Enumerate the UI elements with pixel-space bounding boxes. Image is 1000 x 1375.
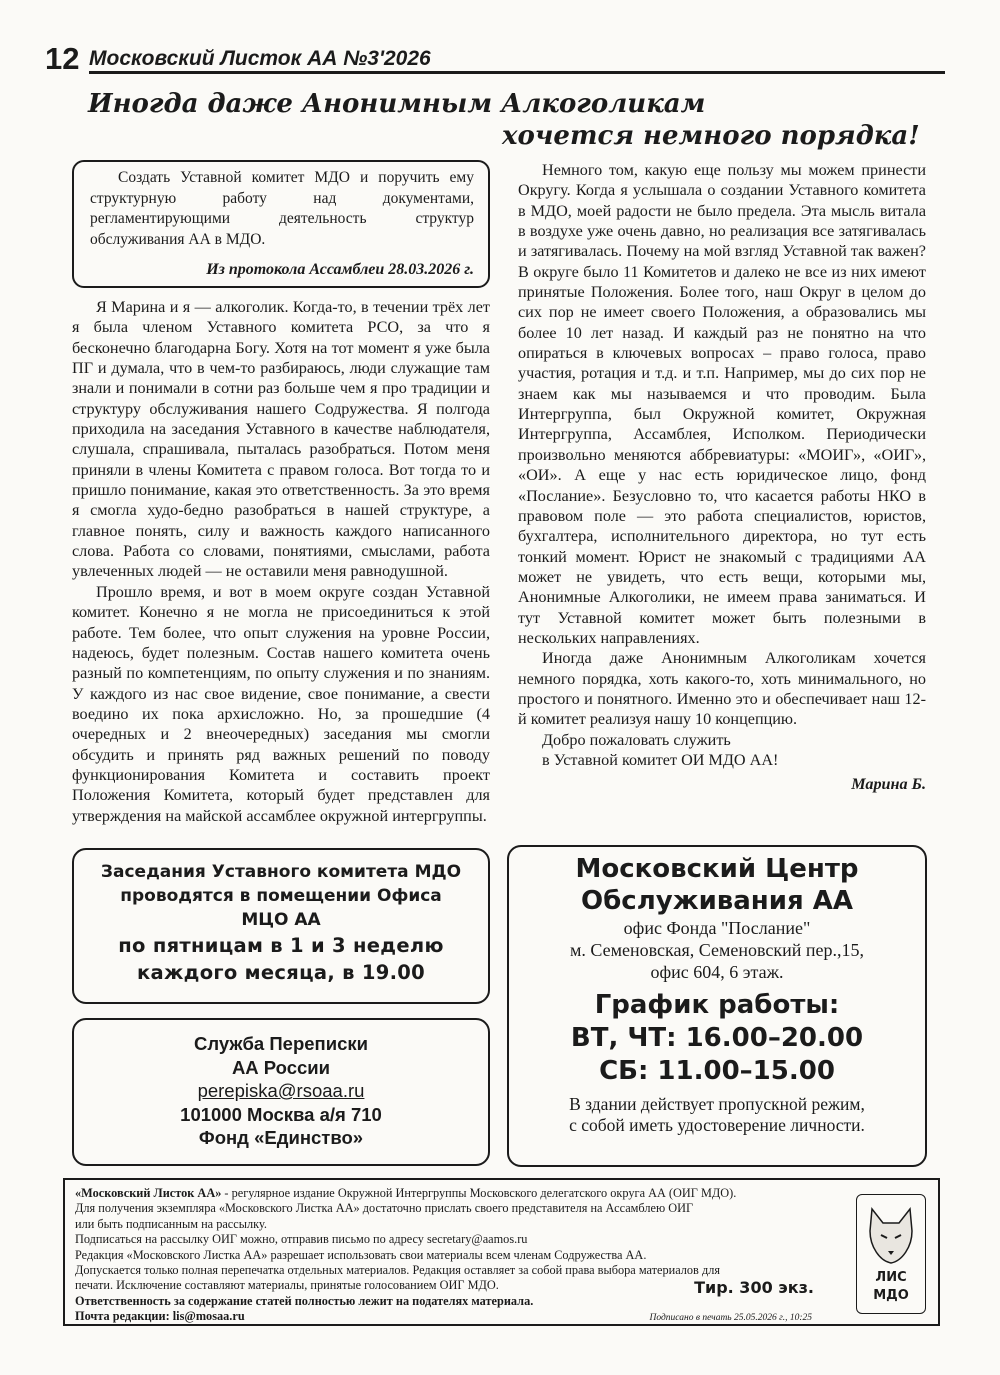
page-number: 12	[45, 41, 80, 76]
schedule-line: СБ: 11.00–15.00	[599, 1056, 835, 1086]
article-title-line1: Иногда даже Анонимным Алкоголикам	[88, 89, 706, 119]
signed-to-print: Подписано в печать 25.05.2026 г., 10:25	[649, 1313, 812, 1323]
publication-title: Московский Листок АА №3'2026	[89, 47, 431, 70]
lis-mdo-logo	[856, 1194, 926, 1314]
quote-text: Создать Уставной комитет МДО и поручить ему структурную работу над документами, регламентирующими деятельность структур обслуживания АА в МДО.	[90, 169, 474, 248]
logo-text: ЛИС	[875, 1270, 907, 1285]
imprint-lead: «Московский Листок АА»	[75, 1186, 222, 1200]
meetings-schedule-line: по пятницам в 1 и 3 неделю	[118, 934, 444, 957]
imprint-line: или быть подписанным на рассылку.	[75, 1216, 267, 1231]
imprint-line: Подписаться на рассылку ОИГ можно, отправив письмо по адресу secretary@aamos.ru	[75, 1232, 528, 1247]
service-center-title: Московский Центр	[575, 854, 859, 884]
service-center-address: м. Семеновская, Семеновский пер.,15,	[570, 940, 864, 960]
service-center-address: офис 604, 6 этаж.	[650, 962, 784, 982]
editorial-email: Почта редакции: lis@mosaa.ru	[75, 1309, 245, 1324]
meetings-line: проводятся в помещении Офиса	[120, 886, 442, 906]
meetings-line: МЦО АА	[241, 910, 321, 930]
correspondence-line: Служба Переписки	[194, 1033, 368, 1054]
meetings-announcement-box	[72, 848, 490, 1004]
header-rule	[89, 71, 945, 74]
schedule-line: ВТ, ЧТ: 16.00–20.00	[570, 1023, 864, 1053]
service-center-office: офис Фонда "Послание"	[623, 918, 811, 938]
article-paragraph: Я Марина и я — алкоголик. Когда-то, в течении трёх лет я была членом Уставного комитета РСО, за что я бесконечно благодарна Богу. Хотя на тот момент я уже была ПГ и думала, что в чем-то разбираюсь, люди служащие там знали и понимали в сотни раз больше чем я про традиции и структуру обслуживания нашего Содружества. Я полгода приходила на заседания Уставного в качестве наблюдателя, слушала, спрашивала, пыталась разобраться. Потом меня приняли в члены Комитета с правом голоса. Вот тогда то и пришло понимание, какая это ответственность. За это время я смогла худо-бедно разобраться в нашей структуре, а главное понять, силу и важность каждого написанного слова. Работа со словами, понятиями, смыслами, работа увлеченных людей — не оставили меня равнодушной.	[72, 298, 490, 581]
closing-line: в Уставной комитет ОИ МДО АА!	[542, 750, 779, 769]
quote-box	[72, 160, 490, 288]
page-header	[45, 42, 945, 78]
correspondence-line: АА России	[231, 1056, 331, 1078]
imprint-text: - регулярное издание Окружной Интергруппы Московского делегатского округа АА (ОИГ МДО).	[221, 1186, 737, 1200]
print-run: Тир. 300 экз.	[694, 1278, 814, 1297]
article-paragraph: Немного том, какую еще пользу мы можем принести Округу. Когда я услышала о создании Уставного комитета в МДО, моей радости не было предела. Эта мысль витала в воздухе уже очень давно, но реализация все затягивалась и затягивалась. Почему на мой взгляд Уставной так важен? В округе было 11 Комитетов и далеко не все из них имеют принятые Положения. Более того, наш Округ в целом до сих пор не имеет своего Положения, а образовались мы более 10 лет назад. И каждый раз не понятно на что опираться в ключевых вопросах – право голоса, право участия, ротация и т.д. и т.п. Например, мы до сих пор не знаем как мы называемся и что проводим. Была Интергруппа, был Окружной комитет, Окружная Интергруппа, Ассамблея, Исполком. Периодически произвольно меняются аббревиатуры: «МОИГ», «ОИГ», «ОИ». А еще у нас есть юридическое лицо, фонд «Послание». Безусловно то, что касается работы НКО в правовом поле — это работа специалистов, юристов, бухгалтера, исполнительного директора, но тут есть тонкий момент. Юрист не знакомый с традициями АА может не увидеть, что есть вещи, которыми мы, Анонимные Алкоголики, не имеем права заниматься. И тут Уставной комитет может быть полезными в нескольких направлениях.	[518, 161, 926, 647]
access-note: с собой иметь удостоверение личности.	[569, 1115, 865, 1135]
access-note: В здании действует пропускной режим,	[569, 1094, 865, 1114]
fox-icon	[866, 1205, 916, 1267]
meetings-line: Заседания Уставного комитета МДО	[100, 862, 462, 882]
logo-text: МДО	[873, 1288, 909, 1303]
service-center-title: Обслуживания АА	[581, 886, 853, 916]
correspondence-email-link[interactable]: perepiska@rsoaa.ru	[197, 1080, 365, 1101]
service-center-box	[507, 845, 927, 1167]
imprint-line: печати. Исключение составляют материалы, принятые голосованием ОИГ МДО.	[75, 1278, 499, 1293]
meetings-schedule-line: каждого месяца, в 19.00	[136, 961, 426, 984]
article-left-column	[72, 297, 490, 826]
quote-source: Из протокола Ассамблеи 28.03.2026 г.	[206, 261, 474, 278]
schedule-title: График работы:	[594, 990, 840, 1020]
imprint-footer	[63, 1178, 940, 1326]
article-paragraph: Прошло время, и вот в моем округе создан Уставной комитет. Конечно я не могла не присоединиться к этой работе. Тем более, что опыт служения на уровне России, надеюсь, будет полезным. Состав нашего комитета очень разный по компетенциям, по опыту служения и по знаниям. У каждого из нас свое видение, свое понимание, а свести воедино их пока архисложно. Но, за прошедшие (4 очередных и 2 внеочередных) заседания мы смогли обсудить и принять ряд важных решений по поводу функционирования Комитета и составить проект Положения Комитета, который будет представлен для утверждения на майской ассамблее окружной интергруппы.	[72, 582, 490, 825]
imprint-responsibility: Ответственность за содержание статей полностью лежит на подателях материала.	[75, 1293, 534, 1308]
correspondence-line: 101000 Москва а/я 710	[180, 1103, 382, 1125]
imprint-line: Редакция «Московского Листка АА» разрешает использовать свои материалы всем членам Содружества АА.	[75, 1247, 647, 1262]
article-right-column	[518, 160, 926, 795]
correspondence-line: Фонд «Единство»	[198, 1127, 364, 1148]
closing-line: Добро пожаловать служить	[542, 730, 731, 749]
correspondence-service-box	[72, 1018, 490, 1166]
imprint-line: Допускается только полная перепечатка отдельных материалов. Редакция оставляет за собой права выбора материалов для	[75, 1263, 720, 1278]
author-signature: Марина Б.	[851, 775, 926, 794]
article-title-line2: хочется немного порядка!	[502, 121, 920, 151]
imprint-line	[75, 1186, 928, 1201]
article-paragraph: Иногда даже Анонимным Алкоголикам хочется немного порядка, хоть какого-то, хоть минимального, но простого и понятного. Именно это и обеспечивает наш 12-й комитет реализуя нашу 10 концепцию.	[518, 649, 926, 729]
imprint-line: Для получения экземпляра «Московского Листка АА» достаточно прислать своего представителя на Ассамблею ОИГ	[75, 1201, 694, 1216]
